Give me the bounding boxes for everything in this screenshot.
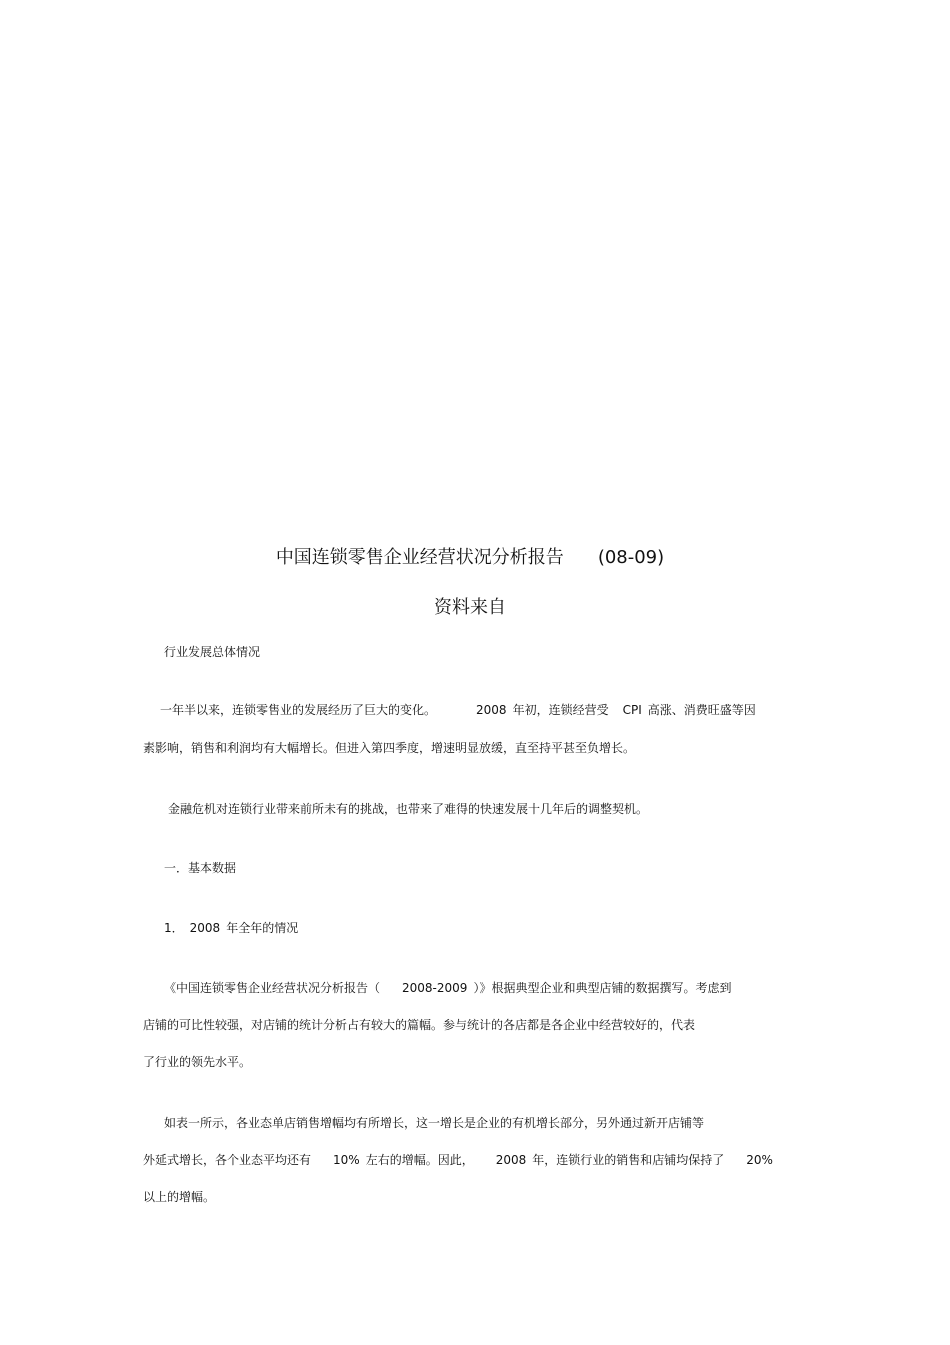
paragraph-1-line-2: 素影响，销售和利润均有大幅增长。但进入第四季度，增速明显放缓，直至持平甚至负增长。 xyxy=(143,741,636,755)
document-subtitle: 资料来自 xyxy=(434,597,506,618)
paragraph-2: 金融危机对连锁行业带来前所未有的挑战，也带来了难得的快速发展十几年后的调整契机。 xyxy=(168,802,649,816)
section-heading-overview: 行业发展总体情况 xyxy=(164,645,261,659)
paragraph-4-line-2: 外延式增长，各个业态平均还有 10% 左右的增幅。因此， 2008 年，连锁行业的销售和店铺均保持了 20% xyxy=(143,1153,773,1167)
section-heading-basic-data: 一．基本数据 xyxy=(164,861,237,875)
title-main: 中国连锁零售企业经营状况分析报告 xyxy=(275,547,564,568)
title-year: (08-09) xyxy=(597,547,665,568)
paragraph-3-line-2: 店铺的可比性较强，对店铺的统计分析占有较大的篇幅。参与统计的各店都是各企业中经营较好的，代表 xyxy=(143,1018,696,1032)
paragraph-1-line-1: 一年半以来，连锁零售业的发展经历了巨大的变化。 2008 年初，连锁经营受 CPI 高涨、消费旺盛等因 xyxy=(160,703,756,717)
subsection-heading-2008: 1． 2008 年全年的情况 xyxy=(164,921,299,935)
paragraph-3-line-3: 了行业的领先水平。 xyxy=(143,1055,252,1069)
document-title xyxy=(0,546,940,570)
paragraph-4-line-1: 如表一所示，各业态单店销售增幅均有所增长，这一增长是企业的有机增长部分，另外通过新开店铺等 xyxy=(164,1116,705,1130)
paragraph-4-line-3: 以上的增幅。 xyxy=(143,1190,216,1204)
paragraph-3-line-1: 《中国连锁零售企业经营状况分析报告（ 2008-2009 ）》根据典型企业和典型店铺的数据撰写。考虑到 xyxy=(164,981,732,995)
